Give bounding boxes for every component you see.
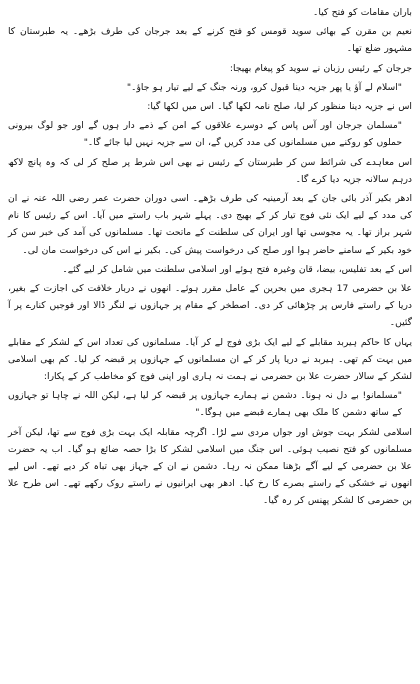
paragraph-2: نعیم بن مقرن کے بھائی سوید قومس کو فتح کرنے کے بعد جرجان کی طرف بڑھے۔ یہ طبرستان کا مشہور ضلع تھا۔ bbox=[8, 26, 412, 55]
paragraph-7: اس کے بعد تفلیس، بیضا، قان وغیرہ فتح ہوئے اور اسلامی سلطنت میں شامل کر لیے گئے۔ bbox=[62, 263, 412, 275]
paragraph-8: علا بن حضرمی 17 ہجری میں بحرین کے عامل مقرر ہوئے۔ انھوں نے دربار خلافت کی اجازت کے بغیر، دریا کے راستے فارس پر چڑھائی کر دی۔ اصطخر کے مقام پر جہازوں نے لنگر ڈالا اور فوجیں کنارے پر آ گئیں۔ bbox=[8, 283, 413, 329]
paragraph-6: ادھر بکیر آذر بائی جان کے بعد آرمینیہ کی طرف بڑھے۔ اسی دوران حضرت عمر رضی اللہ عنہ نے ان کی مدد کے لیے ایک نئی فوج تیار کر کے بھیج دی۔ پہلے شہر باب راستے میں آیا۔ اس کے رئیس کا نام شہر براز تھا۔ یہ مجوسی تھا اور ایران کی سلطنت کے ماتحت تھا۔ مسلمانوں کی آمد کی خبر سن کر خود بکیر کے سامنے حاضر ہوا اور صلح کی درخواست پیش کی۔ بکیر نے اس کی درخواست مان لی۔ bbox=[8, 193, 412, 256]
paragraph-3: جرجان کے رئیس رزبان نے سوید کو پیغام بھیجا: bbox=[229, 62, 412, 74]
paragraph-1: باران مقامات کو فتح کیا۔ bbox=[312, 7, 412, 18]
quote-2: "مسلمان جرجان اور آس پاس کے دوسرے علاقوں کے امن کے ذمے دار ہوں گے اور جو لوگ بیرونی حملوں کو روکنے میں مسلمانوں کی مدد کریں گے، ان سے جزیہ نہیں لیا جائے گا۔" bbox=[8, 120, 402, 149]
quote-3: "مسلمانو! بے دل نہ ہونا۔ دشمن نے ہمارے جہازوں پر قبضہ کر لیا ہے، لیکن اللہ نے چاہا تو جہازوں کے ساتھ دشمن کا ملک بھی ہمارے قبضے میں ہوگا۔" bbox=[8, 390, 402, 419]
paragraph-9: یہاں کا حاکم ہیربد مقابلے کے لیے ایک بڑی فوج لے کر آیا۔ مسلمانوں کی تعداد اس کے لشکر کے مقابلے میں بہت کم تھی۔ ہیربد نے دریا پار کر کے ان مسلمانوں کے جہازوں پر قبضہ کر لیا۔ کم بھی اسلامی لشکر کے سالار حضرت علا بن حضرمی نے ہمت نہ ہاری اور اپنی فوج کو مخاطب کر کے پکارا: bbox=[8, 336, 412, 383]
paragraph-4: اس نے جزیہ دینا منظور کر لیا، صلح نامہ لکھا گیا۔ اس میں لکھا گیا: bbox=[147, 101, 412, 113]
quote-1: "اسلام لے آؤ یا پھر جزیہ دینا قبول کرو، ورنہ جنگ کے لیے تیار ہو جاؤ۔" bbox=[126, 81, 402, 93]
paragraph-5: اس معاہدے کی شرائط سن کر طبرستان کے رئیس نے بھی اس شرط پر صلح کر لی کہ وہ پانچ لاکھ درہم سالانہ جزیہ دیا کرے گا۔ bbox=[8, 156, 412, 185]
paragraph-10: اسلامی لشکر بہت جوش اور جواں مردی سے لڑا۔ اگرچہ مقابلہ ایک بہت بڑی فوج سے تھا، لیکن آخر مسلمانوں کو فتح نصیب ہوئی۔ اس جنگ میں اسلامی لشکر کا بڑا حصہ ضائع ہو گیا۔ اب یہ حضرت علا بن حضرمی کے لیے آگے بڑھنا ممکن نہ رہا۔ دشمن نے ان کے جہاز بھی تباہ کر دیے تھے۔ اس لیے انھوں نے خشکی کے راستے بصرے کا رخ کیا۔ ادھر بھی ایرانیوں نے راستے روک رکھے تھے۔ اس طرح علا بن حضرمی کا لشکر پھنس کر رہ گیا۔ bbox=[8, 426, 412, 507]
